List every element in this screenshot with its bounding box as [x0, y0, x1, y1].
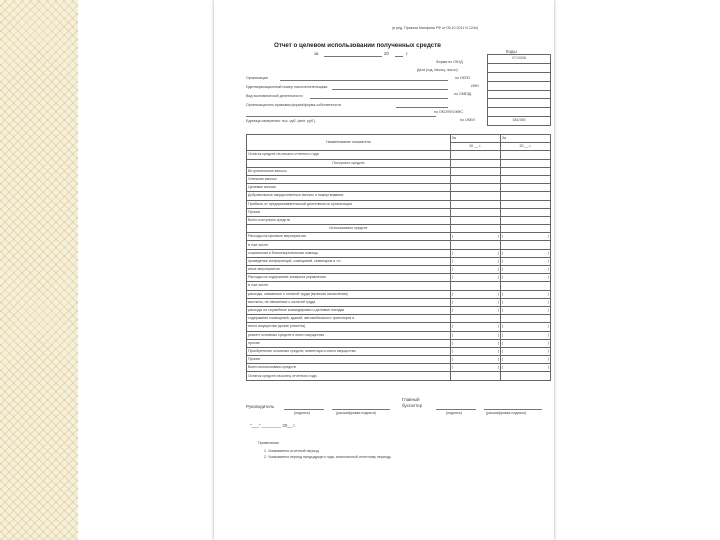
close-paren: ) — [547, 332, 549, 337]
value-cell — [450, 298, 500, 306]
row-label: Всего поступило средств — [247, 216, 451, 224]
row-label: Членские взносы — [247, 175, 451, 183]
open-paren: ( — [501, 308, 504, 313]
value-cell — [497, 364, 550, 372]
table-row — [247, 298, 551, 306]
close-paren: ) — [547, 258, 549, 263]
row-label: Прибыль от предпринимательской деятельности организации — [247, 200, 451, 208]
close-paren: ) — [547, 234, 549, 239]
close-paren: ) — [497, 299, 499, 304]
parentheses — [452, 258, 499, 265]
table-row — [247, 347, 551, 355]
open-paren: ( — [451, 365, 453, 370]
parentheses — [502, 299, 549, 306]
parentheses — [502, 266, 549, 273]
column-header-name: Наименование показателя — [247, 135, 451, 151]
signature-line — [284, 409, 324, 410]
table-row — [247, 167, 551, 175]
table-row — [247, 175, 551, 183]
table-row — [247, 364, 551, 372]
value-cell — [500, 175, 550, 183]
row-label: Прочие — [247, 356, 451, 364]
table-row — [247, 274, 551, 282]
org-field-line — [246, 116, 436, 117]
column-header-a: За — [450, 135, 500, 143]
close-paren: ) — [497, 332, 499, 337]
open-paren: ( — [501, 299, 504, 304]
open-paren: ( — [451, 299, 453, 304]
table-row — [247, 233, 551, 241]
value-cell — [497, 347, 550, 355]
form-label: по ОКЕИ — [460, 118, 475, 122]
close-paren: ) — [547, 365, 549, 370]
org-field-line — [310, 98, 448, 99]
value-cell — [497, 339, 550, 347]
open-paren: ( — [451, 348, 453, 353]
close-paren: ) — [547, 348, 549, 353]
open-paren: ( — [501, 275, 504, 280]
row-label: Расходы на содержание аппарата управления — [247, 274, 451, 282]
close-paren: ) — [547, 308, 549, 313]
value-cell — [450, 282, 500, 290]
value-cell — [497, 306, 550, 314]
table-row — [247, 151, 551, 159]
form-label: по ОКВЭД — [454, 92, 472, 96]
value-cell — [500, 225, 550, 233]
close-paren: ) — [497, 348, 499, 353]
table-row — [247, 200, 551, 208]
value-cell — [450, 306, 500, 314]
value-cell — [450, 339, 500, 347]
signature-line — [436, 409, 476, 410]
document-page — [214, 0, 554, 540]
value-cell — [497, 257, 550, 265]
open-paren: ( — [451, 324, 453, 329]
parentheses — [502, 340, 549, 347]
form-label: Форма по ОКУД — [436, 60, 463, 64]
sign-caption: (подпись) — [446, 411, 462, 415]
value-cell — [500, 167, 550, 175]
row-label: Добровольные имущественные взносы и пожертвования — [247, 192, 451, 200]
parentheses — [452, 233, 499, 240]
org-field-label: Организация — [246, 76, 268, 80]
decorative-stripe — [0, 0, 78, 540]
table-row — [247, 339, 551, 347]
open-paren: ( — [501, 258, 504, 263]
parentheses — [502, 323, 549, 330]
table-row — [247, 257, 551, 265]
value-cell — [450, 184, 500, 192]
row-label: Остаток средств на начало отчетного года — [247, 151, 451, 159]
open-paren: ( — [451, 308, 453, 313]
value-cell — [500, 315, 550, 323]
code-cell — [487, 73, 551, 82]
value-cell — [497, 331, 550, 339]
org-field-label: Идентификационный номер налогоплательщика — [246, 85, 328, 89]
value-cell — [500, 241, 550, 249]
row-label: расходы на служебные командировки и деловые поездки — [247, 306, 451, 314]
table-row — [247, 216, 551, 224]
codes-header: Коды — [506, 49, 517, 54]
parentheses — [502, 274, 549, 281]
table-row — [247, 331, 551, 339]
close-paren: ) — [547, 357, 549, 362]
close-paren: ) — [547, 250, 549, 255]
row-label: Вступительные взносы — [247, 167, 451, 175]
row-label: в том числе: — [247, 241, 451, 249]
value-cell — [450, 241, 500, 249]
parentheses — [452, 274, 499, 281]
decode-caption: (расшифровка подписи) — [486, 411, 527, 415]
close-paren: ) — [547, 267, 549, 272]
value-cell — [450, 323, 500, 331]
org-field-label: Единица измерения: тыс. руб. (млн. руб.) — [246, 119, 316, 123]
table-row — [247, 249, 551, 257]
period-year: 20 — [384, 51, 389, 56]
code-cell — [487, 64, 551, 73]
codes-box — [487, 54, 551, 126]
value-cell — [500, 200, 550, 208]
open-paren: ( — [501, 234, 504, 239]
table-row — [247, 290, 551, 298]
close-paren: ) — [497, 234, 499, 239]
org-field-line — [396, 107, 448, 108]
form-label: по ОКОПФ/ОКФС — [434, 110, 463, 114]
open-paren: ( — [501, 348, 504, 353]
value-cell — [500, 216, 550, 224]
table-row — [247, 208, 551, 216]
column-header-b-year: 20 __ г. — [500, 143, 550, 151]
parentheses — [502, 258, 549, 265]
open-paren: ( — [501, 267, 504, 272]
table-row — [247, 266, 551, 274]
table-row — [247, 225, 551, 233]
parentheses — [452, 291, 499, 298]
value-cell — [450, 249, 500, 257]
org-field-label: Организационно-правовая форма/форма собственности — [246, 103, 341, 107]
parentheses — [502, 291, 549, 298]
value-cell — [450, 216, 500, 224]
row-label: социальная и благотворительная помощь — [247, 249, 451, 257]
edition-note: (в ред. Приказа Минфина РФ от 05.10.2011 N 124н) — [392, 26, 479, 30]
row-label: Всего использовано средств — [247, 364, 451, 372]
parentheses — [502, 250, 549, 257]
note-item: 2. Указывается период предыдущего года, аналогичный отчетному периоду. — [264, 455, 392, 459]
row-label: Прочие — [247, 208, 451, 216]
decode-caption: (расшифровка подписи) — [336, 411, 377, 415]
parentheses — [452, 250, 499, 257]
value-cell — [450, 364, 500, 372]
parentheses — [452, 266, 499, 273]
period-line — [324, 56, 382, 57]
parentheses — [502, 364, 549, 371]
close-paren: ) — [497, 291, 499, 296]
open-paren: ( — [501, 365, 504, 370]
parentheses — [502, 332, 549, 339]
close-paren: ) — [497, 308, 499, 313]
open-paren: ( — [451, 357, 453, 362]
parentheses — [452, 307, 499, 314]
close-paren: ) — [547, 324, 549, 329]
row-label: Остаток средств на конец отчетного года — [247, 372, 451, 380]
org-field-line — [280, 80, 448, 81]
value-cell — [497, 274, 550, 282]
value-cell — [500, 372, 550, 380]
value-cell — [500, 151, 550, 159]
close-paren: ) — [497, 365, 499, 370]
open-paren: ( — [501, 291, 504, 296]
table-row — [247, 192, 551, 200]
parentheses — [502, 356, 549, 363]
row-label: проведение конференций, совещаний, семинаров и т.п. — [247, 257, 451, 265]
row-label: расходы, связанные с оплатой труда (включая начисления) — [247, 290, 451, 298]
open-paren: ( — [451, 332, 453, 337]
row-label: иного имущества (кроме ремонта) — [247, 323, 451, 331]
parentheses — [452, 340, 499, 347]
row-label: Поступило средств — [247, 159, 451, 167]
value-cell — [500, 159, 550, 167]
table-row — [247, 323, 551, 331]
parentheses — [502, 348, 549, 355]
code-cell: 0710006 — [487, 54, 551, 64]
value-cell — [500, 282, 550, 290]
period-prefix: за — [314, 51, 319, 56]
code-cell — [487, 108, 551, 117]
close-paren: ) — [497, 267, 499, 272]
open-paren: ( — [451, 234, 453, 239]
open-paren: ( — [451, 267, 453, 272]
table-row — [247, 372, 551, 380]
row-label: ремонт основных средств и иного имущества — [247, 331, 451, 339]
open-paren: ( — [451, 250, 453, 255]
table-row — [247, 315, 551, 323]
close-paren: ) — [497, 340, 499, 345]
open-paren: ( — [501, 250, 504, 255]
table-row — [247, 184, 551, 192]
open-paren: ( — [501, 324, 504, 329]
row-label: Приобретение основных средств, инвентаря и иного имущества — [247, 347, 451, 355]
value-cell — [450, 208, 500, 216]
parentheses — [452, 323, 499, 330]
row-label: выплаты, не связанные с оплатой труда — [247, 298, 451, 306]
value-cell — [450, 266, 500, 274]
notes-title: Примечания — [258, 441, 279, 445]
value-cell — [497, 290, 550, 298]
head-label: Руководитель — [246, 404, 275, 409]
value-cell — [450, 192, 500, 200]
row-label: содержание помещений, зданий, автомобильного транспорта и — [247, 315, 451, 323]
period-year-line — [395, 56, 403, 57]
table-header-row — [247, 135, 551, 143]
close-paren: ) — [547, 291, 549, 296]
open-paren: ( — [501, 340, 504, 345]
value-cell — [450, 233, 500, 241]
form-label: Дата (год, месяц, число) — [417, 68, 458, 72]
date-line: "___" ________ 20__ г. — [250, 423, 296, 428]
value-cell — [450, 347, 500, 355]
value-cell — [450, 290, 500, 298]
table-row — [247, 356, 551, 364]
sign-caption: (подпись) — [294, 411, 310, 415]
row-label: Целевые взносы — [247, 184, 451, 192]
chief-accountant-label: Главный бухгалтер — [402, 397, 423, 408]
value-cell — [450, 159, 500, 167]
parentheses — [452, 356, 499, 363]
open-paren: ( — [501, 357, 504, 362]
open-paren: ( — [451, 340, 453, 345]
value-cell — [450, 372, 500, 380]
period-suffix: г. — [406, 51, 409, 56]
close-paren: ) — [547, 275, 549, 280]
table-row — [247, 241, 551, 249]
value-cell — [450, 274, 500, 282]
form-label: ИНН — [471, 84, 479, 88]
value-cell — [450, 331, 500, 339]
close-paren: ) — [497, 324, 499, 329]
parentheses — [502, 233, 549, 240]
value-cell — [450, 167, 500, 175]
value-cell — [450, 175, 500, 183]
table-row — [247, 282, 551, 290]
value-cell — [450, 200, 500, 208]
table-row — [247, 159, 551, 167]
code-cell — [487, 99, 551, 108]
row-label: в том числе: — [247, 282, 451, 290]
code-cell — [487, 82, 551, 91]
row-label: прочие — [247, 339, 451, 347]
column-header-b: За — [500, 135, 550, 143]
parentheses — [452, 332, 499, 339]
report-table — [246, 134, 551, 381]
org-field-line — [332, 89, 448, 90]
close-paren: ) — [497, 275, 499, 280]
close-paren: ) — [497, 357, 499, 362]
close-paren: ) — [497, 250, 499, 255]
value-cell — [497, 266, 550, 274]
org-field-label: Вид экономической деятельности — [246, 94, 303, 98]
open-paren: ( — [501, 332, 504, 337]
open-paren: ( — [451, 275, 453, 280]
row-label: иные мероприятия — [247, 266, 451, 274]
close-paren: ) — [547, 340, 549, 345]
code-cell: 384/385 — [487, 117, 551, 126]
value-cell — [497, 233, 550, 241]
note-item: 1. Указывается отчетный период. — [264, 449, 320, 453]
code-cell — [487, 91, 551, 100]
parentheses — [502, 307, 549, 314]
value-cell — [450, 315, 500, 323]
value-cell — [497, 356, 550, 364]
parentheses — [452, 299, 499, 306]
value-cell — [450, 356, 500, 364]
signature-line — [332, 409, 390, 410]
value-cell — [450, 225, 500, 233]
column-header-a-year: 20 __ г. — [450, 143, 500, 151]
value-cell — [500, 208, 550, 216]
signature-line — [484, 409, 542, 410]
parentheses — [452, 348, 499, 355]
form-label: по ОКПО — [455, 76, 471, 80]
table-row — [247, 306, 551, 314]
open-paren: ( — [451, 291, 453, 296]
value-cell — [497, 249, 550, 257]
close-paren: ) — [547, 299, 549, 304]
value-cell — [450, 151, 500, 159]
value-cell — [450, 257, 500, 265]
value-cell — [500, 184, 550, 192]
value-cell — [497, 323, 550, 331]
value-cell — [500, 192, 550, 200]
row-label: Расходы на целевые мероприятия — [247, 233, 451, 241]
open-paren: ( — [451, 258, 453, 263]
value-cell — [497, 298, 550, 306]
report-title: Отчет о целевом использовании полученных средств — [274, 42, 441, 49]
parentheses — [452, 364, 499, 371]
row-label: Использовано средств — [247, 225, 451, 233]
close-paren: ) — [497, 258, 499, 263]
